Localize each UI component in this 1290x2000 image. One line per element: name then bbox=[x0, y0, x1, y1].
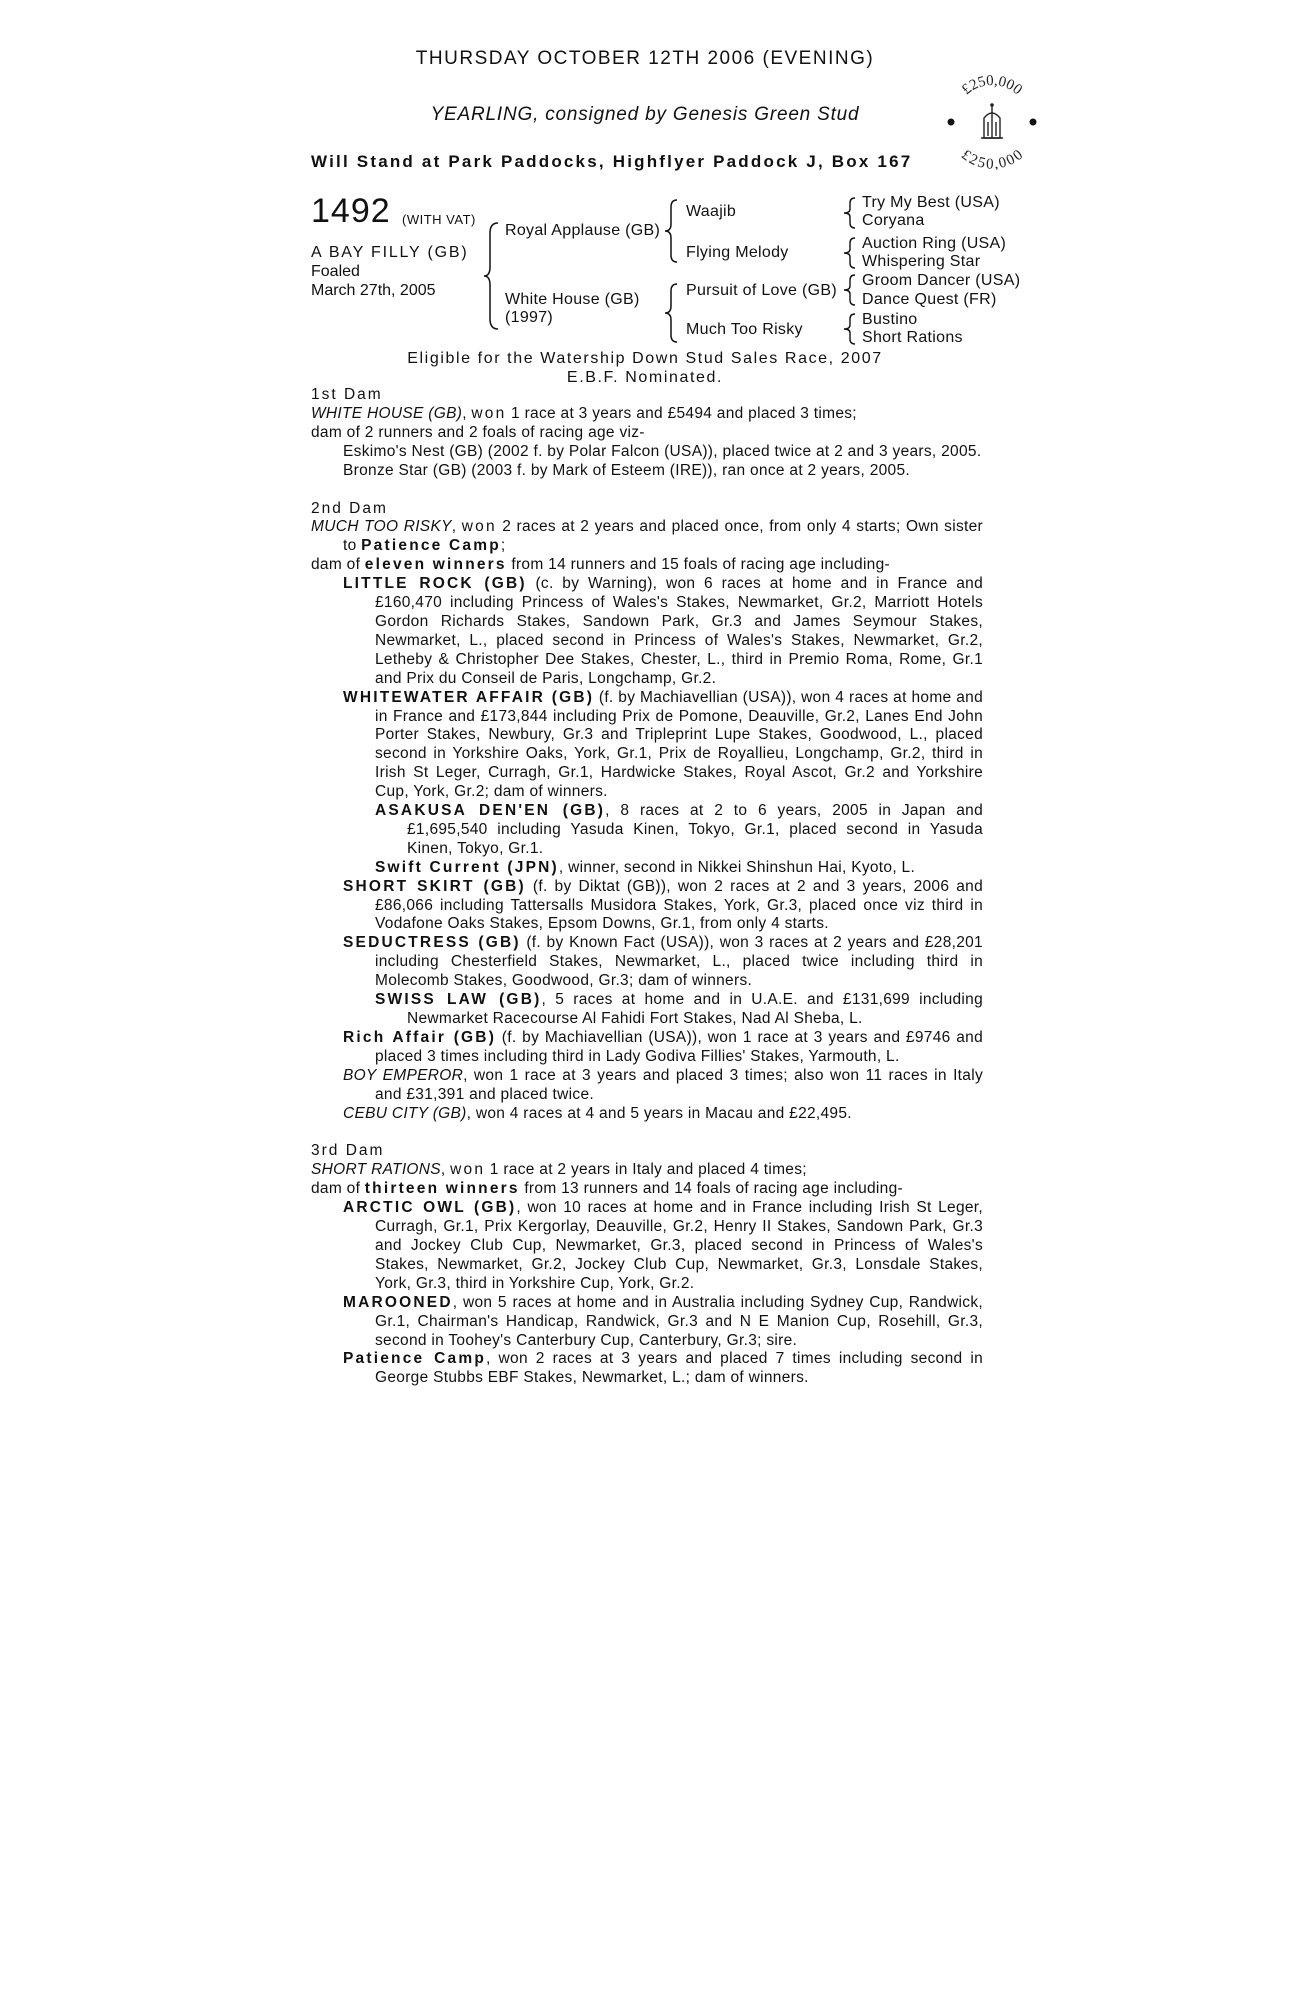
pedigree-sdd: Whispering Star bbox=[862, 253, 981, 270]
horse-description: A BAY FILLY (GB) bbox=[311, 244, 469, 261]
second-dam-section bbox=[311, 500, 983, 1124]
produce-swiss-law bbox=[311, 991, 983, 1029]
swift-current-name: Swift Current (JPN) bbox=[375, 858, 559, 876]
second-dam-summary: MUCH TOO RISKY, won 2 races at 2 years and placed once, from only 4 starts; Own sister to Patience Camp; bbox=[311, 518, 983, 555]
pedigree-dam-name: White House (GB) bbox=[505, 291, 640, 308]
produce-seductress bbox=[311, 934, 983, 991]
pedigree-dsd: Dance Quest (FR) bbox=[862, 291, 997, 308]
third-dam-name: SHORT RATIONS bbox=[311, 1161, 441, 1179]
first-dam-heading: 1st Dam bbox=[311, 386, 383, 403]
pedigree-notes bbox=[311, 386, 983, 1388]
foaled-date: March 27th, 2005 bbox=[311, 282, 436, 299]
pedigree-brace-sire bbox=[663, 198, 681, 264]
second-dam-winners: eleven winners bbox=[364, 556, 507, 574]
svg-text:£250,000 bbox=[959, 73, 1025, 98]
seductress-record: (f. by Known Fact (USA)), won 3 races at 2 years and £28,201 including Chesterfield Stakes, Newmarket, L., placed twice including third in Molecomb Stakes, Goodwood, Gr.3; dam of winners. bbox=[375, 934, 983, 990]
short-skirt-record: (f. by Diktat (GB)), won 2 races at 2 and 3 years, 2006 and £86,066 including Tattersalls Musidora Stakes, York, Gr.3, placed once viz third in Vodafone Oaks Stakes, Epsom Downs, Gr.1, from only 4 starts. bbox=[375, 877, 984, 933]
produce-arctic-owl bbox=[311, 1199, 983, 1294]
first-dam-produce-item: Eskimo's Nest (GB) (2002 f. by Polar Falcon (USA)), placed twice at 2 and 3 years, 2005. bbox=[343, 442, 982, 460]
first-dam-won: won bbox=[471, 404, 507, 422]
first-dam-produce-intro: dam of 2 runners and 2 foals of racing age viz- bbox=[311, 423, 645, 441]
seal-bottom-text: £250,000 bbox=[958, 147, 1026, 170]
second-dam-won: won bbox=[461, 518, 497, 536]
second-dam-record: 2 races at 2 years and placed once, from only 4 starts; Own sister to bbox=[343, 518, 983, 555]
sale-date: THURSDAY OCTOBER 12TH 2006 (EVENING) bbox=[415, 48, 875, 69]
produce-swift-current bbox=[311, 859, 983, 878]
little-rock-name: LITTLE ROCK (GB) bbox=[343, 575, 527, 593]
pedigree-dam-dam: Much Too Risky bbox=[686, 321, 803, 338]
pedigree-ddd: Short Rations bbox=[862, 329, 963, 346]
swiss-law-name: SWISS LAW (GB) bbox=[375, 991, 542, 1009]
arctic-owl-name: ARCTIC OWL (GB) bbox=[343, 1199, 517, 1217]
patience-camp-record: , won 2 races at 3 years and placed 7 times including second in George Stubbs EBF Stakes, Newmarket, L.; dam of winners. bbox=[375, 1350, 983, 1387]
third-dam-record: 1 race at 2 years in Italy and placed 4 times; bbox=[485, 1161, 807, 1179]
first-dam-produce-item: Bronze Star (GB) (2003 f. by Mark of Esteem (IRE)), ran once at 2 years, 2005. bbox=[343, 461, 910, 479]
little-rock-record: (c. by Warning), won 6 races at home and in France and £160,470 including Princess of Wales's Stakes, Newmarket, Gr.2, Marriott Hotels Gordon Richards Stakes, Sandown Park, Gr.3 and James Seymour Stakes, Newmarket, L., placed second in Princess of Wales's Stakes, Newmarket, Gr.2, Letheby & Christopher Dee Stakes, Chester, L., third in Premio Roma, Rome, Gr.1 and Prix du Conseil de Paris, Longchamp, Gr.2. bbox=[375, 575, 983, 687]
produce-cebu-city bbox=[311, 1105, 983, 1124]
rich-affair-record: (f. by Machiavellian (USA)), won 1 race at 3 years and £9746 and placed 3 times including third in Lady Godiva Fillies' Stakes, Yarmouth, L. bbox=[375, 1028, 984, 1065]
pedigree-dam-year: (1997) bbox=[505, 309, 554, 326]
second-dam-name: MUCH TOO RISKY bbox=[311, 518, 452, 536]
pedigree-brace-sd bbox=[842, 236, 858, 270]
foaled-label: Foaled bbox=[311, 263, 360, 280]
swiss-law-record: , 5 races at home and in U.A.E. and £131,699 including Newmarket Racecourse Al Fahidi Fort Stakes, Nad Al Sheba, L. bbox=[407, 991, 984, 1027]
pedigree-brace-dam bbox=[663, 282, 681, 344]
pedigree-brace-ss bbox=[842, 196, 858, 230]
price-seal-icon bbox=[943, 70, 1041, 170]
consignor-line: YEARLING, consigned by Genesis Green Stud bbox=[430, 104, 860, 125]
pedigree-brace-dd bbox=[842, 312, 858, 346]
short-skirt-name: SHORT SKIRT (GB) bbox=[343, 877, 526, 895]
asakusa-denen-record: , 8 races at 2 to 6 years, 2005 in Japan and £1,695,540 including Yasuda Kinen, Tokyo, Gr.1, placed second in Yasuda Kinen, Tokyo, Gr.1. bbox=[407, 802, 984, 857]
pedigree-ssd: Coryana bbox=[862, 212, 925, 229]
third-dam-heading: 3rd Dam bbox=[311, 1142, 385, 1160]
produce-marooned bbox=[311, 1294, 983, 1351]
lot-number: 1492 bbox=[311, 192, 391, 230]
marooned-record: , won 5 races at home and in Australia including Sydney Cup, Randwick, Gr.1, Chairman's Handicap, Randwick, Gr.3 and N E Manion Cup, Rosehill, Gr.3, second in Toohey's Canterbury Cup, Canterbury, Gr.3; sire. bbox=[375, 1293, 983, 1349]
pedigree-dam bbox=[505, 291, 640, 327]
produce-whitewater-affair bbox=[311, 689, 983, 802]
pedigree-sire: Royal Applause (GB) bbox=[505, 222, 661, 239]
second-dam-record-end: ; bbox=[500, 537, 506, 555]
third-dam-produce-prefix: dam of bbox=[311, 1180, 365, 1198]
produce-rich-affair bbox=[311, 1029, 983, 1067]
eligibility-notes bbox=[0, 349, 1290, 387]
third-dam-winners: thirteen winners bbox=[364, 1180, 520, 1198]
produce-boy-emperor bbox=[311, 1067, 983, 1105]
third-dam-produce-suffix: from 13 runners and 14 foals of racing age including- bbox=[519, 1180, 903, 1198]
marooned-name: MAROONED bbox=[343, 1293, 453, 1311]
second-dam-produce-suffix: from 14 runners and 15 foals of racing age including- bbox=[506, 556, 890, 574]
rich-affair-name: Rich Affair (GB) bbox=[343, 1028, 497, 1046]
stand-location: Will Stand at Park Paddocks, Highflyer Paddock J, Box 167 bbox=[311, 152, 913, 171]
second-dam-sister: Patience Camp bbox=[361, 537, 501, 555]
second-dam-produce-prefix: dam of bbox=[311, 556, 365, 574]
cebu-city-name: CEBU CITY (GB) bbox=[343, 1104, 467, 1122]
produce-patience-camp bbox=[311, 1350, 983, 1388]
eligibility-race: Eligible for the Watership Down Stud Sales Race, 2007 bbox=[407, 350, 883, 367]
first-dam-summary: WHITE HOUSE (GB), won 1 race at 3 years and £5494 and placed 3 times; bbox=[311, 404, 857, 422]
pedigree-dam-sire: Pursuit of Love (GB) bbox=[686, 282, 837, 299]
svg-text:£250,000 bbox=[958, 147, 1026, 170]
boy-emperor-name: BOY EMPEROR bbox=[343, 1066, 464, 1084]
pedigree-sire-sire: Waajib bbox=[686, 203, 737, 220]
seductress-name: SEDUCTRESS (GB) bbox=[343, 934, 521, 952]
second-dam-heading: 2nd Dam bbox=[311, 499, 388, 517]
ebf-nominated: E.B.F. Nominated. bbox=[566, 369, 724, 386]
whitewater-affair-record: (f. by Machiavellian (USA)), won 4 races at home and in France and £173,844 including Prix de Pomone, Deauville, Gr.2, Lanes End John Porter Stakes, Newbury, Gr.3 and Tripleprint Lupe Stakes, Goodwood, L., placed second in Yorkshire Oaks, York, Gr.1, Prix de Royallieu, Longchamp, Gr.2, third in Irish St Leger, Curragh, Gr.1, Hardwicke Stakes, Royal Ascot, Gr.2 and Yorkshire Cup, York, Gr.2; dam of winners. bbox=[375, 688, 983, 801]
pedigree-dds: Bustino bbox=[862, 311, 918, 328]
produce-short-skirt bbox=[311, 878, 983, 935]
arctic-owl-record: , won 10 races at home and in France including Irish St Leger, Curragh, Gr.1, Prix Kergorlay, Deauville, Gr.2, Henry II Stakes, Sandown Park, Gr.3 and Jockey Club Cup, Newmarket, Gr.3, placed second in Princess of Wales's Stakes, Newmarket, Gr.2, Jockey Club Cup, Newmarket, Gr.3, Lonsdale Stakes, York, Gr.3, third in Yorkshire Cup, York, Gr.2. bbox=[375, 1199, 984, 1292]
pedigree-sire-dam: Flying Melody bbox=[686, 244, 789, 261]
patience-camp-name: Patience Camp bbox=[343, 1350, 487, 1368]
third-dam-produce-intro bbox=[311, 1180, 983, 1199]
produce-asakusa-denen bbox=[311, 802, 983, 859]
pedigree-sds: Auction Ring (USA) bbox=[862, 235, 1007, 252]
third-dam-won: won bbox=[450, 1161, 486, 1179]
foaled-info bbox=[311, 262, 436, 300]
seal-top-text: £250,000 bbox=[959, 72, 1025, 99]
first-dam-record: 1 race at 3 years and £5494 and placed 3 times; bbox=[506, 404, 857, 422]
boy-emperor-record: , won 1 race at 3 years and placed 3 times; also won 11 races in Italy and £31,391 and placed twice. bbox=[375, 1066, 983, 1103]
vat-note: (WITH VAT) bbox=[402, 212, 476, 227]
third-dam-summary: SHORT RATIONS, won 1 race at 2 years in Italy and placed 4 times; bbox=[311, 1161, 807, 1179]
second-dam-produce-intro bbox=[311, 556, 983, 575]
first-dam-section bbox=[311, 386, 983, 481]
produce-little-rock bbox=[311, 575, 983, 688]
first-dam-name: WHITE HOUSE (GB) bbox=[311, 404, 463, 422]
whitewater-affair-name: WHITEWATER AFFAIR (GB) bbox=[343, 688, 595, 706]
swift-current-record: , winner, second in Nikkei Shinshun Hai, Kyoto, L. bbox=[558, 858, 916, 876]
pedigree-dss: Groom Dancer (USA) bbox=[862, 272, 1021, 289]
asakusa-denen-name: ASAKUSA DEN'EN (GB) bbox=[375, 802, 606, 820]
pedigree-brace-ds bbox=[842, 273, 858, 307]
cebu-city-record: , won 4 races at 4 and 5 years in Macau and £22,495. bbox=[466, 1104, 852, 1122]
third-dam-section bbox=[311, 1142, 983, 1388]
pedigree-brace-main bbox=[482, 221, 502, 331]
pedigree-sss: Try My Best (USA) bbox=[862, 194, 1000, 211]
